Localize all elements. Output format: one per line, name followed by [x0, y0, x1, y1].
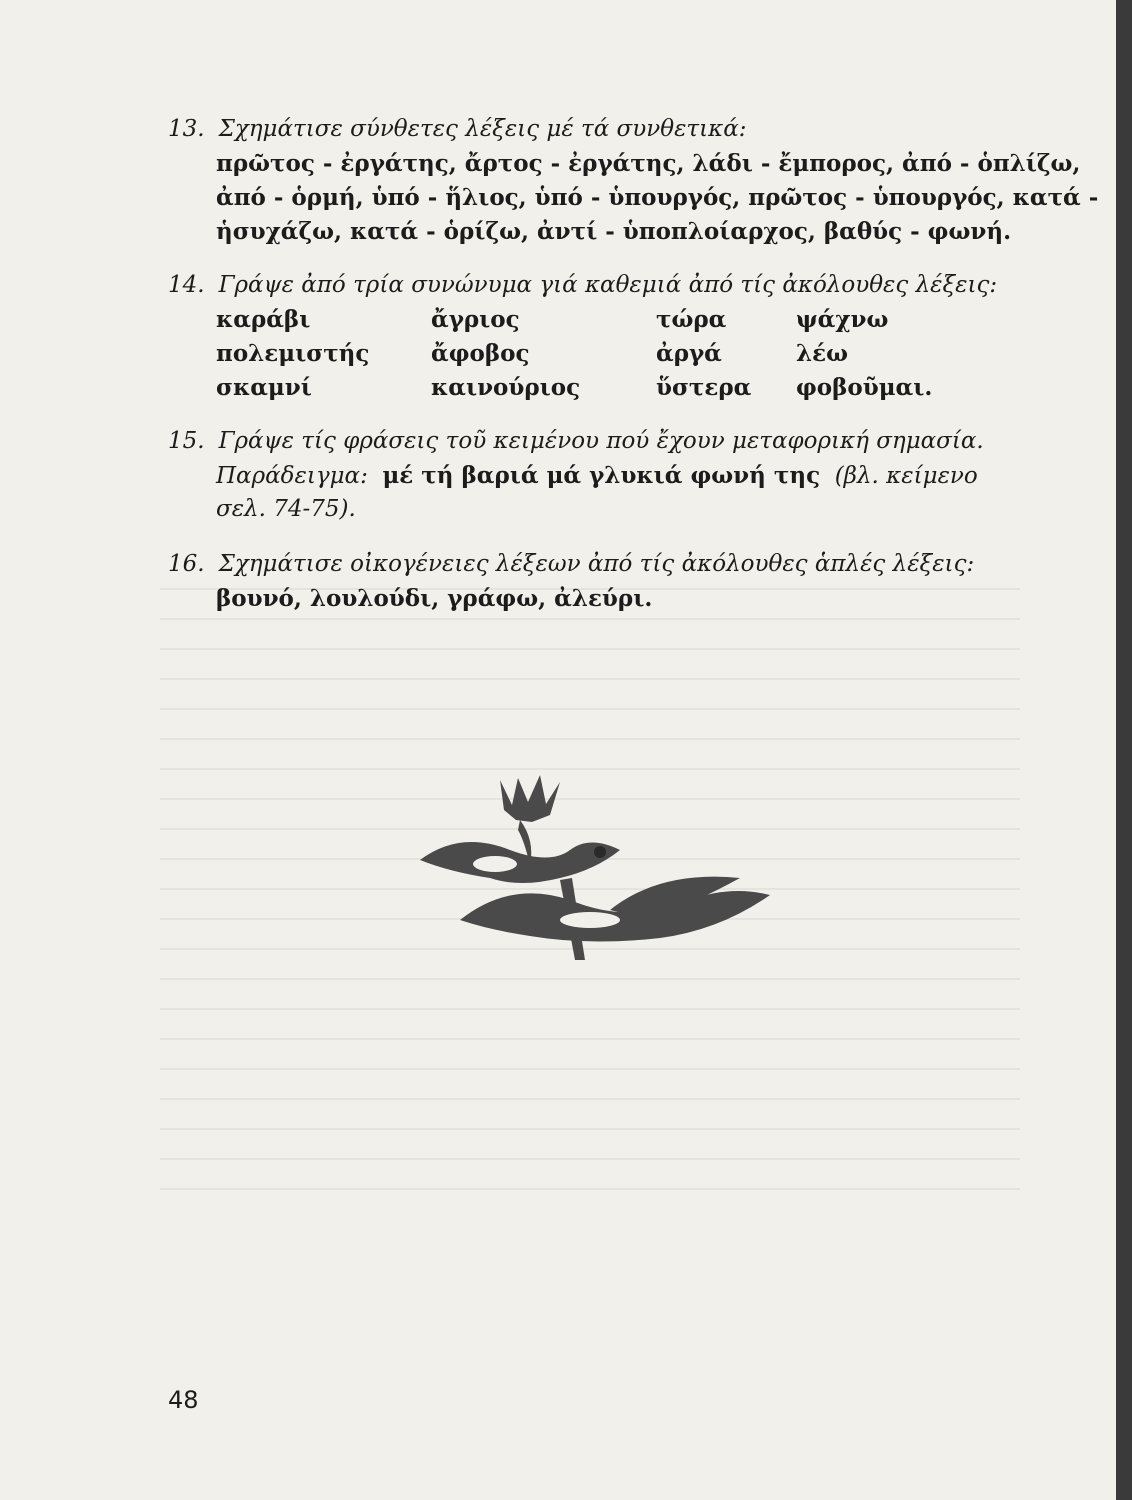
- exercise-number: 16.: [168, 551, 205, 577]
- exercise-16: [168, 553, 1008, 621]
- word: φοβοῦμαι.: [796, 374, 933, 401]
- exercise-13-heading: [168, 118, 1008, 152]
- exercise-13: [168, 116, 1099, 254]
- exercise-number: 15.: [168, 428, 205, 454]
- exercise-instruction: Σχημάτισε σύνθετες λέξεις μέ τά συνθετικά:: [218, 116, 747, 142]
- compound-parts-line: πρῶτος - ἐργάτης, ἄρτος - ἐργάτης, λάδι - ἔμπορος, ἀπό - ὁπλίζω,: [216, 150, 1081, 177]
- compound-parts-line: ἡσυχάζω, κατά - ὁρίζω, ἀντί - ὑποπλοίαρχος, βαθύς - φωνή.: [216, 218, 1012, 245]
- exercise-number: 13.: [168, 116, 205, 142]
- example-line: [168, 464, 1008, 498]
- text-reference: (βλ. κείμενο: [834, 463, 978, 489]
- word: καινούριος: [431, 374, 581, 401]
- page-number: 48: [168, 1386, 199, 1414]
- exercise-15: [168, 430, 1008, 532]
- exercise-instruction: Γράψε ἀπό τρία συνώνυμα γιά καθεμιά ἀπό τίς ἀκόλουθες λέξεις:: [218, 272, 998, 298]
- word: καράβι: [216, 306, 311, 333]
- word-row: [216, 376, 1008, 410]
- reference-line: σελ. 74-75).: [216, 496, 356, 522]
- word: τώρα: [656, 306, 727, 333]
- exercise-14-heading: [168, 274, 1008, 308]
- word: ὕστερα: [656, 374, 752, 401]
- word: ἀργά: [656, 340, 722, 367]
- synonym-word-grid: [168, 308, 1008, 410]
- word-row: [216, 308, 1008, 342]
- example-label: Παράδειγμα:: [216, 463, 368, 489]
- example-phrase: μέ τή βαριά μά γλυκιά φωνή της: [382, 462, 821, 489]
- exercise-14: [168, 274, 1008, 410]
- word-row: [216, 342, 1008, 376]
- exercise-number: 14.: [168, 272, 205, 298]
- word-list: βουνό, λουλούδι, γράφω, ἀλεύρι.: [216, 585, 653, 612]
- exercise-16-heading: [168, 553, 1008, 587]
- word: πολεμιστής: [216, 340, 370, 367]
- exercise-instruction: Σχημάτισε οἰκογένειες λέξεων ἀπό τίς ἀκόλουθες ἁπλές λέξεις:: [218, 551, 975, 577]
- bird-flower-ornament: [400, 760, 780, 960]
- exercise-instruction: Γράψε τίς φράσεις τοῦ κειμένου πού ἔχουν μεταφορική σημασία.: [218, 428, 984, 454]
- word: σκαμνί: [216, 374, 312, 401]
- word: λέω: [796, 340, 849, 367]
- word: ψάχνω: [796, 306, 889, 333]
- exercise-15-heading: [168, 430, 1008, 464]
- word: ἄγριος: [431, 306, 520, 333]
- page-edge-shadow: [1116, 0, 1132, 1500]
- word: ἄφοβος: [431, 340, 530, 367]
- compound-parts-line: ἀπό - ὁρμή, ὑπό - ἥλιος, ὑπό - ὑπουργός, πρῶτος - ὑπουργός, κατά -: [216, 184, 1099, 211]
